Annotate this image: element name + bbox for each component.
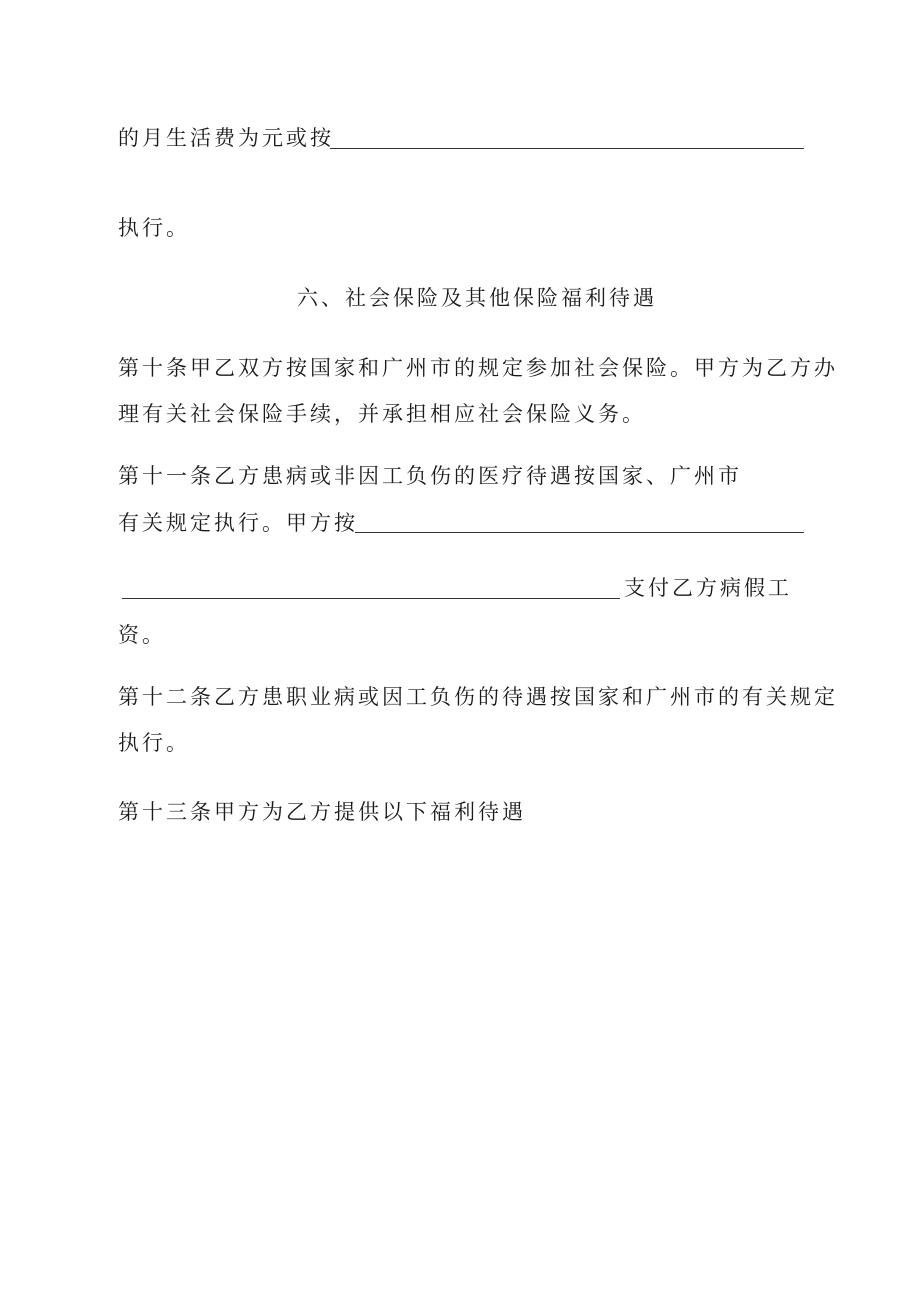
article-13-line-1: 第十三条甲方为乙方提供以下福利待遇 (118, 800, 526, 824)
article-12-line-2: 执行。 (118, 731, 190, 755)
living-expense-line: 的月生活费为元或按 (118, 126, 334, 150)
blank-underline-living-expense (330, 148, 804, 149)
article-10-line-1: 第十条甲乙双方按国家和广州市的规定参加社会保险。甲方为乙方办 (118, 356, 838, 380)
article-11-line-2: 有关规定执行。甲方按 (118, 511, 358, 535)
article-12-line-1: 第十二条乙方患职业病或因工负伤的待遇按国家和广州市的有关规定 (118, 685, 838, 709)
execute-line-1: 执行。 (118, 216, 190, 240)
article-11-line-3: 支付乙方病假工 (624, 576, 792, 600)
article-11-line-1: 第十一条乙方患病或非因工负伤的医疗待遇按国家、广州市 (118, 464, 742, 488)
blank-underline-article-11-a (355, 532, 804, 533)
blank-underline-article-11-b (122, 598, 620, 599)
section-heading: 六、社会保险及其他保险福利待遇 (297, 286, 657, 310)
article-10-line-2: 理有关社会保险手续，并承担相应社会保险义务。 (118, 402, 646, 426)
article-11-line-4: 资。 (118, 623, 166, 647)
